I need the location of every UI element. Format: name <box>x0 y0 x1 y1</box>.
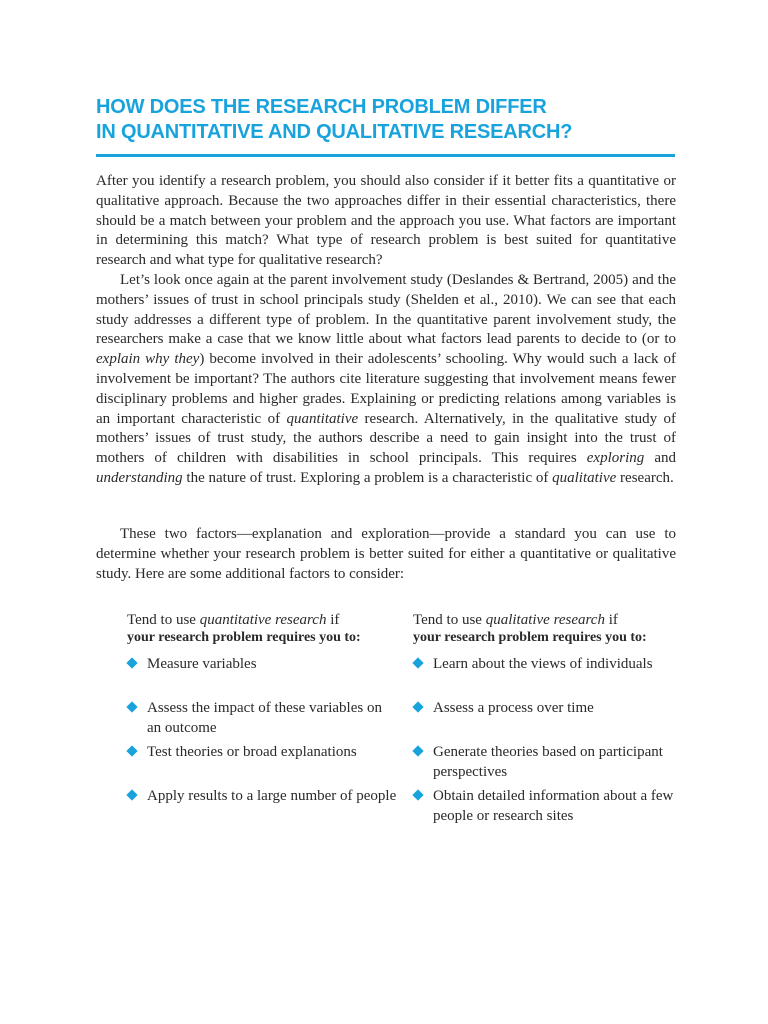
diamond-bullet-icon <box>126 745 137 756</box>
paragraph-3 <box>96 525 676 584</box>
list-item <box>127 743 397 787</box>
list-item <box>413 743 683 787</box>
emphasis: explain why they <box>96 351 200 368</box>
qualitative-list <box>413 655 683 831</box>
list-item <box>413 699 683 743</box>
paragraph-2 <box>96 271 676 489</box>
title-emphasis: quantitative research <box>199 612 327 628</box>
diamond-bullet-icon <box>126 789 137 800</box>
paragraph-1: After you identify a research problem, you should also consider if it better fits a quantitative or qualitative approach. Because the two approaches differ in their essential characteristics, there should be a match between your problem and the approach you use. What factors are important in determining this match? What type of research problem is best suited for quantitative research and what type for qualitative research? <box>96 173 676 269</box>
list-item-text: Apply results to a large number of people <box>147 788 397 804</box>
diamond-bullet-icon <box>126 701 137 712</box>
diamond-bullet-icon <box>412 657 423 668</box>
list-item-text: Test theories or broad explanations <box>147 744 357 760</box>
list-item-text: Assess the impact of these variables on an outcome <box>147 700 382 736</box>
list-item-text: Obtain detailed information about a few people or research sites <box>433 788 674 824</box>
list-item <box>413 787 683 831</box>
list-item <box>127 699 397 743</box>
list-item <box>127 787 397 831</box>
heading-line-1: HOW DOES THE RESEARCH PROBLEM DIFFER <box>96 96 547 118</box>
section-heading <box>96 95 696 145</box>
title-text: if <box>604 612 618 628</box>
text-run: and <box>644 450 676 467</box>
text-run: the nature of trust. Exploring a problem is a characteristic of <box>182 469 553 486</box>
quantitative-column-title <box>127 611 397 629</box>
list-item <box>413 655 683 699</box>
emphasis: quantitative <box>286 410 359 427</box>
quantitative-column <box>127 611 397 831</box>
title-text: Tend to use <box>413 612 486 628</box>
quantitative-list <box>127 655 397 831</box>
text-run: research. Alternatively, in the qualitative study of mothers’ issues of trust study, the authors describe a need to gain insight into the trust of mothers of children with disabilities in school principals. This requires <box>96 410 676 467</box>
heading-rule <box>96 154 675 157</box>
list-item-text: Generate theories based on participant perspectives <box>433 744 663 780</box>
text-run: ) become involved in their adolescents’ schooling. Why would such a lack of involvement be important? The authors cite literature suggesting that involvement means fewer disciplinary problems and higher grades. Explaining or predicting relations among variables is an important characteristic of <box>96 351 677 427</box>
list-item-text: Learn about the views of individuals <box>433 656 653 672</box>
diamond-bullet-icon <box>412 745 423 756</box>
title-emphasis: qualitative research <box>485 612 605 628</box>
text-run: Let’s look once again at the parent involvement study (Deslandes & Bertrand, 2005) and the mothers’ issues of trust in school principals study (Shelden et al., 2010). We can see that each study addresses a different type of problem. In the quantitative parent involvement study, the researchers make a case that we know little about what factors lead parents to decide to (or to <box>96 271 676 348</box>
quantitative-column-subtitle: your research problem requires you to: <box>127 630 361 645</box>
text-run: research. <box>616 469 674 486</box>
heading-line-2: IN QUANTITATIVE AND QUALITATIVE RESEARCH? <box>96 121 573 143</box>
title-text: Tend to use <box>127 612 200 628</box>
qualitative-column-subtitle: your research problem requires you to: <box>413 630 647 645</box>
emphasis: qualitative <box>552 469 617 486</box>
diamond-bullet-icon <box>412 701 423 712</box>
diamond-bullet-icon <box>412 789 423 800</box>
diamond-bullet-icon <box>126 657 137 668</box>
title-text: if <box>326 612 340 628</box>
qualitative-column <box>413 611 683 831</box>
emphasis: understanding <box>96 469 183 486</box>
qualitative-column-title <box>413 611 683 629</box>
list-item-text: Measure variables <box>147 656 257 672</box>
paragraph-3-text: These two factors—explanation and exploration—provide a standard you can use to determine whether your research problem is better suited for either a quantitative or qualitative study. Here are some additional factors to consider: <box>96 526 676 582</box>
body-paragraphs <box>96 172 676 489</box>
list-item-text: Assess a process over time <box>433 700 594 716</box>
list-item <box>127 655 397 699</box>
emphasis: exploring <box>586 450 645 467</box>
